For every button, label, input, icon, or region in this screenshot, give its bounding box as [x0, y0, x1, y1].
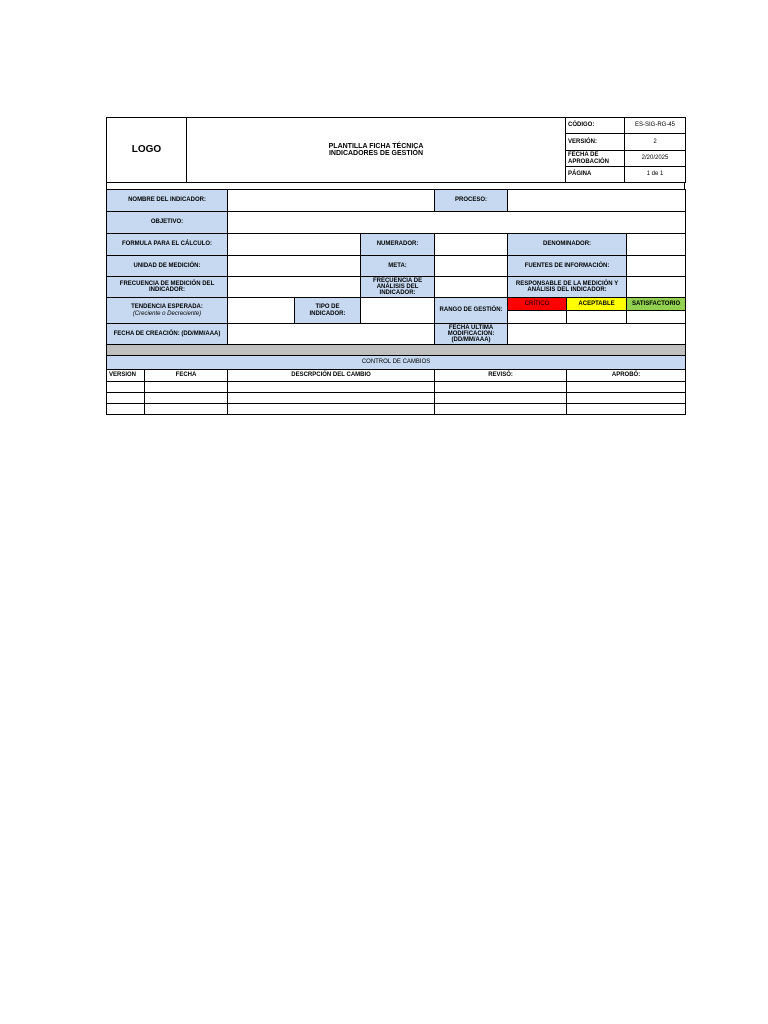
codigo-value: ES-SIG-RG-45 [625, 118, 686, 134]
fecha-aprobacion-label: FECHA DE APROBACIÓN [566, 151, 625, 167]
fuentes-informacion-label: FUENTES DE INFORMACIÓN: [508, 256, 627, 277]
tendencia-field[interactable] [228, 298, 295, 324]
pagina-label: PÁGINA [566, 167, 625, 183]
responsable-label: RESPONSABLE DE LA MEDICIÓN Y ANÁLISIS DEL INDICADOR: [508, 277, 627, 298]
control-cambios-title: CONTROL DE CAMBIOS [107, 356, 686, 370]
col-header-reviso: REVISÓ: [435, 370, 567, 382]
change-version-cell[interactable] [107, 382, 145, 393]
tipo-indicador-field[interactable] [361, 298, 435, 324]
change-version-cell[interactable] [107, 404, 145, 415]
change-row [107, 393, 686, 404]
meta-label: META: [361, 256, 435, 277]
col-header-aprobo: APROBÓ: [567, 370, 686, 382]
responsable-field[interactable] [627, 277, 686, 298]
formula-field[interactable] [228, 234, 361, 256]
unidad-medicion-label: UNIDAD DE MEDICIÓN: [107, 256, 228, 277]
change-reviso-cell[interactable] [435, 393, 567, 404]
change-version-cell[interactable] [107, 393, 145, 404]
version-value: 2 [625, 134, 686, 151]
fuentes-informacion-field[interactable] [627, 256, 686, 277]
tendencia-label [107, 298, 228, 324]
fecha-aprobacion-value: 2/20/2025 [625, 151, 686, 167]
change-reviso-cell[interactable] [435, 404, 567, 415]
numerador-label: NUMERADOR: [361, 234, 435, 256]
satisfactorio-field[interactable] [627, 311, 686, 324]
nombre-indicador-field[interactable] [228, 190, 435, 212]
numerador-field[interactable] [435, 234, 508, 256]
unidad-medicion-field[interactable] [228, 256, 361, 277]
critico-field[interactable] [508, 311, 567, 324]
denominador-label: DENOMINADOR: [508, 234, 627, 256]
meta-field[interactable] [435, 256, 508, 277]
title-line-2: INDICADORES DE GESTIÓN [328, 150, 424, 157]
frecuencia-medicion-field[interactable] [228, 277, 361, 298]
logo-placeholder: LOGO [107, 118, 187, 183]
proceso-field[interactable] [508, 190, 686, 212]
fecha-modificacion-label: FECHA ÚLTIMA MODIFICACION: (DD/MM/AAA) [435, 324, 508, 345]
rango-gestion-label: RANGO DE GESTIÓN: [435, 298, 508, 324]
change-fecha-cell[interactable] [145, 382, 228, 393]
change-row [107, 404, 686, 415]
tendencia-hint: (Creciente o Decreciente) [132, 310, 202, 317]
fecha-modificacion-field[interactable] [508, 324, 686, 345]
objetivo-label: OBJETIVO: [107, 212, 228, 234]
version-label: VERSIÓN: [566, 134, 625, 151]
frecuencia-analisis-label: FRECUENCIA DE ANÁLISIS DEL INDICADOR: [361, 277, 435, 298]
proceso-label: PROCESO: [435, 190, 508, 212]
tipo-indicador-label: TIPO DE INDICADOR: [295, 298, 361, 324]
change-descripcion-cell[interactable] [228, 382, 435, 393]
nombre-indicador-label: NOMBRE DEL INDICADOR: [107, 190, 228, 212]
satisfactorio-label: SATISFACTORIO [627, 298, 686, 311]
change-descripcion-cell[interactable] [228, 393, 435, 404]
change-row [107, 382, 686, 393]
aceptable-label: ACEPTABLE [567, 298, 627, 311]
technical-sheet-document [106, 117, 685, 415]
pagina-value: 1 de 1 [625, 167, 686, 183]
section-separator [107, 345, 686, 356]
change-fecha-cell[interactable] [145, 393, 228, 404]
fecha-creacion-label: FECHA DE CREACIÓN: (DD/MM/AAA) [107, 324, 228, 345]
col-header-descripcion: DESCRPCIÓN DEL CAMBIO [228, 370, 435, 382]
col-header-fecha: FECHA [145, 370, 228, 382]
frecuencia-analisis-field[interactable] [435, 277, 508, 298]
indicator-form-table [106, 189, 686, 415]
title-line-1: PLANTILLA FICHA TÉCNICA [328, 142, 424, 150]
aceptable-field[interactable] [567, 311, 627, 324]
change-reviso-cell[interactable] [435, 382, 567, 393]
change-fecha-cell[interactable] [145, 404, 228, 415]
denominador-field[interactable] [627, 234, 686, 256]
document-title [187, 118, 566, 183]
objetivo-field[interactable] [228, 212, 686, 234]
fecha-creacion-field[interactable] [228, 324, 435, 345]
header-table [106, 117, 686, 183]
change-aprobo-cell[interactable] [567, 404, 686, 415]
critico-label: CRÍTICO [508, 298, 567, 311]
tendencia-label-text: TENDENCIA ESPERADA: [131, 304, 203, 311]
col-header-version: VERSION [107, 370, 145, 382]
change-descripcion-cell[interactable] [228, 404, 435, 415]
frecuencia-medicion-label: FRECUENCIA DE MEDICIÓN DEL INDICADOR: [107, 277, 228, 298]
change-aprobo-cell[interactable] [567, 393, 686, 404]
change-aprobo-cell[interactable] [567, 382, 686, 393]
formula-label: FORMULA PARA EL CÁLCULO: [107, 234, 228, 256]
codigo-label: CÓDIGO: [566, 118, 625, 134]
